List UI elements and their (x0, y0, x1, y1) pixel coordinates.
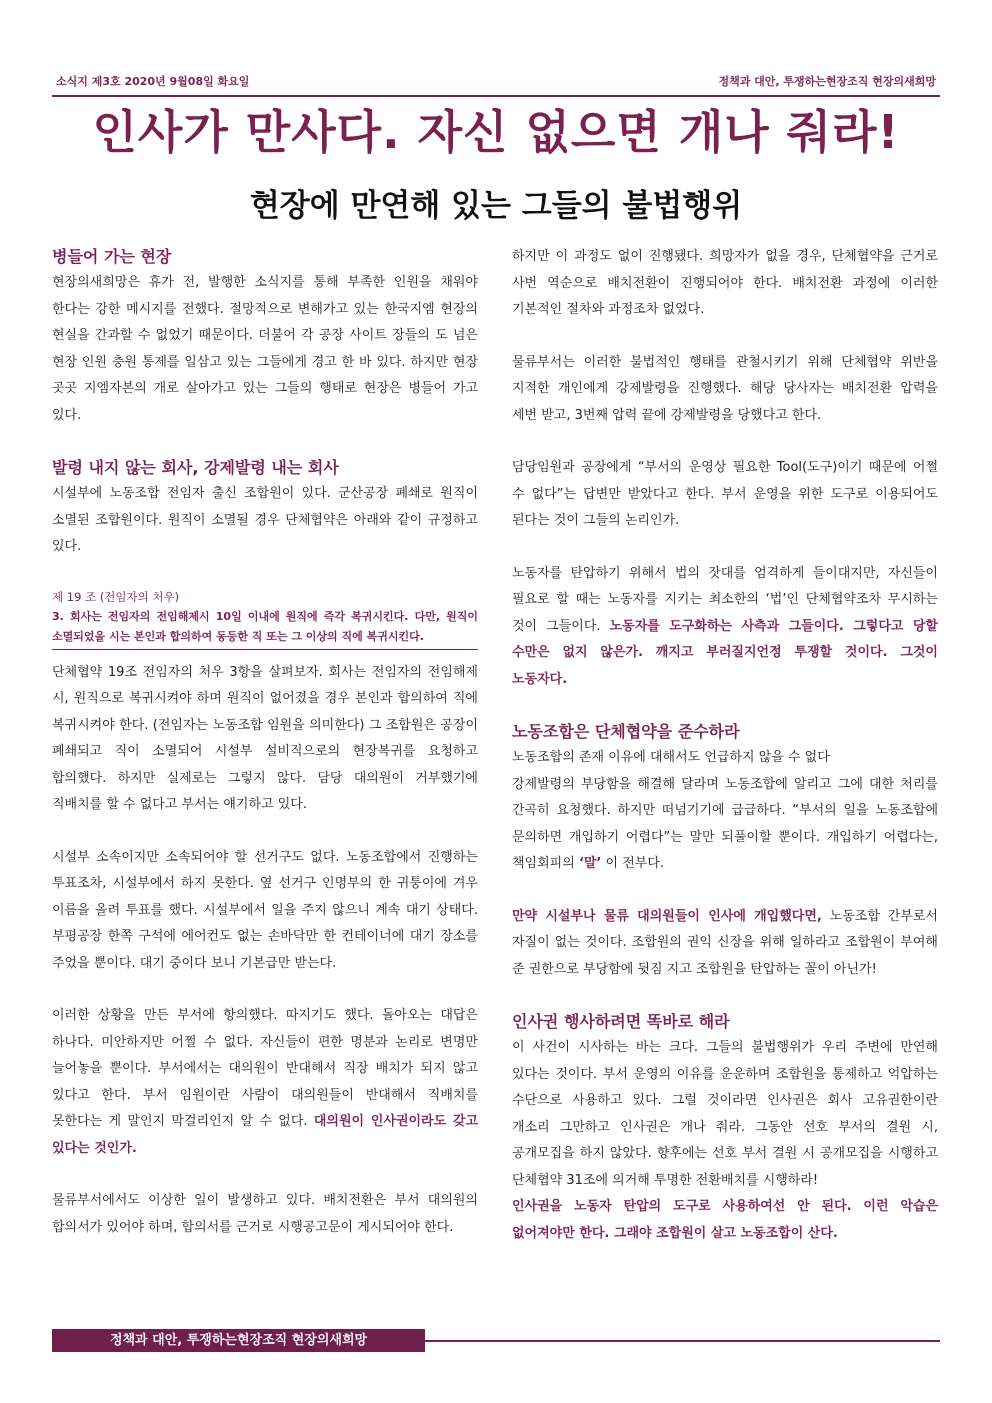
paragraph-text: 강제발령의 부당함을 해결해 달라며 노동조합에 알리고 그에 대한 처리를 간곡히 요청했다. 하지만 떠넘기기에 급급하다. “부서의 일을 노동조합에 문의하면 개입하기 어렵다”는 말만 되풀이할 뿐이다. 개입하기 어렵다는, 책임회피의 (512, 776, 938, 871)
section-heading: 발령 내지 않는 회사, 강제발령 내는 회사 (52, 458, 339, 477)
paragraph-text: 노동조합 간부로서 자질이 없는 것이다. 조합원의 권익 신장을 위해 일하라고 조합원이 부여해 준 권한으로 부당함에 뒷짐 지고 조합원을 탄압하는 꼴이 아닌가! (512, 908, 938, 977)
paragraph: 단체협약 19조 전임자의 처우 3항을 살펴보자. 회사는 전임자의 전임해제 시, 원직으로 복귀시켜야 하며 원직이 없어졌을 경우 본인과 합의하여 직에 복귀시켜야 한다. (전임자는 노동조합 임원을 의미한다) 그 조합원은 공장이 폐쇄되고 직이 소멸되어 시설부 설비직으로의 현장복귀를 요청하고 합의했다. 하지만 실제로는 그렇지 않다. 담당 대의원이 거부했기에 직배치를 할 수 없다고 부서는 얘기하고 있다. (52, 664, 478, 812)
paragraph-text: 이 전부다. (601, 856, 665, 871)
emphasis-text: ‘말’ (578, 856, 602, 871)
emphasis-text: 만약 시설부나 물류 대의원들이 인사에 개입했다면, (512, 908, 822, 924)
paragraph-text: 노동자를 탄압하기 위해서 법의 잣대를 엄격하게 들이대지만, 자신들이 필요로 할 때는 노동자를 지키는 최소한의 ‘법’인 단체협약조차 무시하는 것이 그들이다. (512, 565, 938, 634)
paragraph: 하지만 이 과정도 없이 진행됐다. 희망자가 없을 경우, 단체협약을 근거로 사번 역순으로 배치전환이 진행되어야 한다. 배치전환 과정에 이러한 기본적인 절차와 과정조차 없었다. (512, 249, 938, 317)
emphasis-paragraph: 인사권을 노동자 탄압의 도구로 사용하여선 안 된다. 이런 악습은 없어져야만 한다. 그래야 조합원이 살고 노동조합이 산다. (512, 1199, 938, 1241)
right-column (512, 244, 938, 1247)
headline: 인사가 만사다. 자신 없으면 개나 줘라! (92, 105, 900, 159)
paragraph: 현장의새희망은 휴가 전, 발행한 소식지를 통해 부족한 인원을 채워야 한다는 강한 메시지를 전했다. 절망적으로 변해가고 있는 한국지엠 현장의 현실을 간과할 수 없었기 때문이다. 더불어 각 공장 사이트 장들의 도 넘은 현장 인원 충원 통제를 일삼고 있는 그들에게 경고 한 바 있다. 하지만 현장 곳곳 지엠자본의 개로 살아가고 있는 그들의 행태로 현장은 병들어 가고 있다. (52, 275, 478, 423)
header-divider (52, 95, 940, 97)
paragraph: 담당임원과 공장에게 “부서의 운영상 필요한 Tool(도구)이기 때문에 어쩔 수 없다”는 답변만 받았다고 한다. 부서 운영을 위한 도구로 이용되어도 된다는 것이 그들의 논리인가. (512, 460, 938, 528)
organization-name: 정책과 대안, 투쟁하는현장조직 현장의새희망 (718, 75, 936, 88)
emphasis-text: 노동자를 도구화하는 사측과 그들이다. 그렇다고 당할 수만은 없지 않은가. 깨지고 부러질지언정 투쟁할 것이다. 그것이 노동자다. (512, 618, 938, 687)
article-title: 제 19 조 (전임자의 처우) (52, 589, 180, 604)
section-heading: 노동조합은 단체협약을 준수하라 (512, 722, 740, 741)
paragraph: 물류부서에서도 이상한 일이 발생하고 있다. 배치전환은 부서 대의원의 합의서가 있어야 하며, 합의서를 근거로 시행공고문이 게시되어야 한다. (52, 1193, 478, 1235)
paragraph (512, 772, 938, 878)
paragraph: 노동조합의 존재 이유에 대해서도 언급하지 않을 수 없다 (512, 750, 830, 765)
footer-divider (425, 1340, 940, 1342)
subheadline: 현장에 만연해 있는 그들의 불법행위 (249, 188, 743, 224)
paragraph (52, 1003, 478, 1162)
paragraph: 시설부에 노동조합 전임자 출신 조합원이 있다. 군산공장 폐쇄로 원직이 소멸된 조합원이다. 원직이 소멸될 경우 단체협약은 아래와 같이 규정하고 있다. (52, 486, 478, 554)
footer-banner: 정책과 대안, 투쟁하는현장조직 현장의새희망 (52, 1329, 425, 1352)
issue-info: 소식지 제3호 2020년 9월08일 화요일 (56, 75, 250, 88)
section-heading: 병들어 가는 현장 (52, 247, 172, 266)
paragraph-text: 이러한 상황을 만든 부서에 항의했다. 따지기도 했다. 돌아오는 대답은 하나다. 미안하지만 어쩔 수 없다. 자신들이 편한 명분과 논리로 변명만 늘어놓을 뿐이다. 부서에서는 대의원이 반대해서 직장 배치가 되지 않고 있다고 한다. 부서 임원이란 사람이 대의원들이 반대해서 직배치를 못한다는 게 말인지 막걸리인지 알 수 없다. (52, 1008, 478, 1129)
paragraph (512, 904, 938, 984)
paragraph: 물류부서는 이러한 불법적인 행태를 관철시키기 위해 단체협약 위반을 지적한 개인에게 강제발령을 진행했다. 해당 당사자는 배치전환 압력을 세번 받고, 3번째 압력 끝에 강제발령을 당했다고 한다. (512, 354, 938, 423)
left-column (52, 244, 478, 1241)
article-divider (52, 649, 478, 650)
article-body: 3. 회사는 전임자의 전임해제시 10일 이내에 원직에 즉각 복귀시킨다. 다만, 원직이 소멸되었을 시는 본인과 합의하여 동등한 직 또는 그 이상의 직에 복귀시킨다. (52, 609, 478, 643)
paragraph: 이 사건이 시사하는 바는 크다. 그들의 불법행위가 우리 주변에 만연해 있다는 것이다. 부서 운영의 이유를 운운하며 조합원을 통제하고 억압하는 수단으로 사용하고 있다. 그럴 것이라면 인사권은 회사 고유권한이란 개소리 그만하고 인사권은 개나 줘라. 그동안 선호 부서의 결원 시, 공개모집을 하지 않았다. 향후에는 선호 부서 결원 시 공개모집을 시행하고 단체협약 31조에 의거해 투명한 전환배치를 시행하라! (512, 1040, 938, 1188)
section-heading: 인사권 행사하려면 똑바로 해라 (512, 1012, 730, 1031)
paragraph: 시설부 소속이지만 소속되어야 할 선거구도 없다. 노동조합에서 진행하는 투표조차, 시설부에서 하지 못한다. 옆 선거구 인명부의 한 귀퉁이에 겨우 이름을 올려 투표를 했다. 시설부에서 일을 주지 않으니 계속 대기 상태다. 부평공장 한쪽 구석에 에어컨도 없는 손바닥만 한 컨테이너에 대기 장소를 주었을 뿐이다. 대기 중이다 보니 기본급만 받는다. (52, 849, 478, 971)
paragraph (512, 561, 938, 694)
emphasis-text: 대의원이 인사권이라도 갖고 있다는 것인가. (52, 1114, 479, 1156)
